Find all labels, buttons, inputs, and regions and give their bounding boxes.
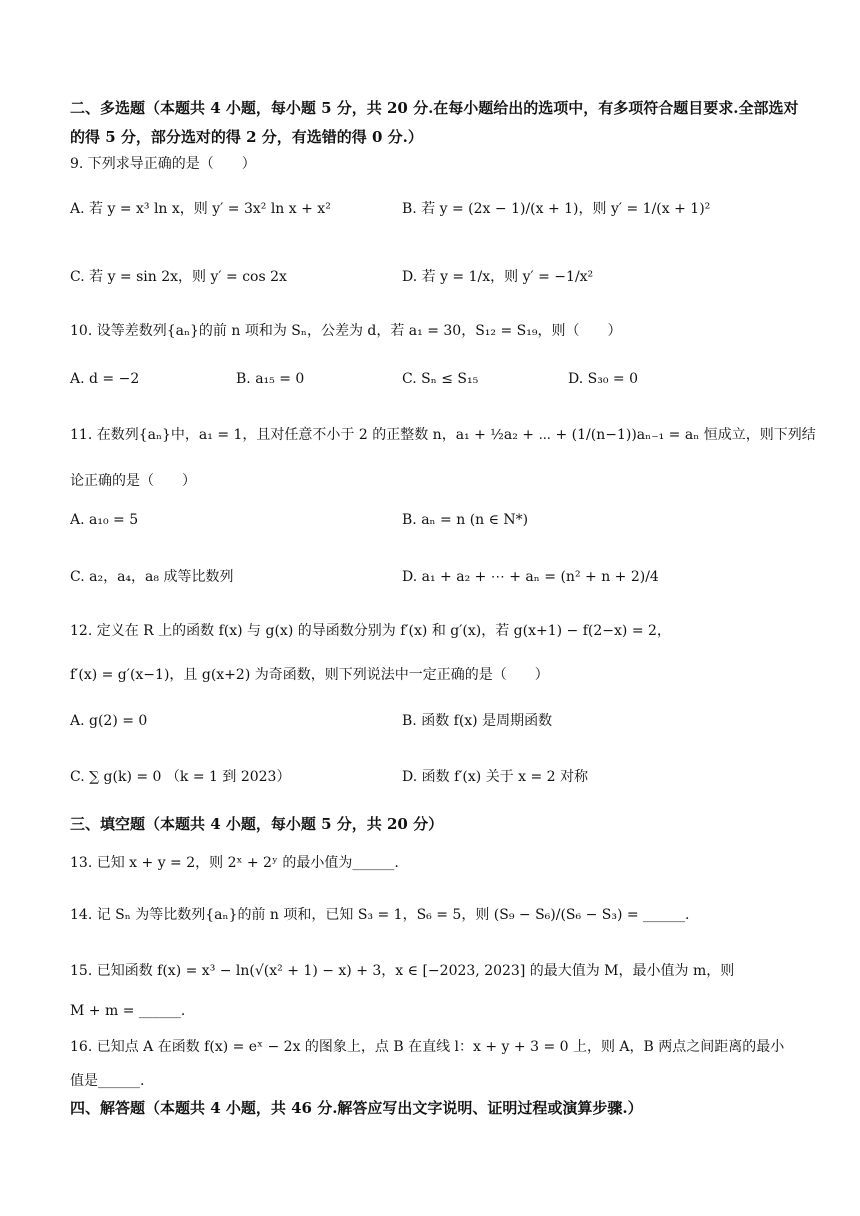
question-14-stem: 14. 记 Sₙ 为等比数列{aₙ}的前 n 项和，已知 S₃ = 1，S₆ = 5，则 (S₉ − S₆)/(S₆ − S₃) = ______. bbox=[70, 907, 690, 923]
question-11-option-c: C. a₂，a₄，a₈ 成等比数列 bbox=[70, 569, 234, 585]
question-16-stem: 16. 已知点 A 在函数 f(x) = eˣ − 2x 的图象上，点 B 在直线 l：x + y + 3 = 0 上，则 A，B 两点之间距离的最小 bbox=[70, 1039, 785, 1055]
question-9-option-b: B. 若 y = (2x − 1)/(x + 1)，则 y′ = 1/(x + 1)² bbox=[402, 201, 711, 217]
question-15-stem: 15. 已知函数 f(x) = x³ − ln(√(x² + 1) − x) + 3，x ∈ [−2023, 2023] 的最大值为 M，最小值为 m，则 bbox=[70, 963, 735, 979]
question-9-option-d: D. 若 y = 1/x，则 y′ = −1/x² bbox=[402, 269, 594, 285]
question-10-option-d: D. S₃₀ = 0 bbox=[568, 371, 638, 387]
question-11-stem: 11. 在数列{aₙ}中，a₁ = 1，且对任意不小于 2 的正整数 n，a₁ + ½a₂ + ⋯ + (1/(n−1))aₙ₋₁ = aₙ 恒成立，则下列结 bbox=[70, 427, 816, 443]
question-9-stem: 9. 下列求导正确的是（ ） bbox=[70, 156, 256, 172]
question-11-option-a: A. a₁₀ = 5 bbox=[70, 512, 139, 528]
question-10-option-b: B. a₁₅ = 0 bbox=[236, 371, 305, 387]
section-heading-multiple-choice: 二、多选题（本题共 4 小题，每小题 5 分，共 20 分.在每小题给出的选项中，有多项符合题目要求.全部选对的得 5 分，部分选对的得 2 分，有选错的得 0 分.） bbox=[70, 99, 799, 146]
question-12-option-a: A. g(2) = 0 bbox=[70, 713, 148, 729]
question-9-option-a: A. 若 y = x³ ln x，则 y′ = 3x² ln x + x² bbox=[70, 201, 331, 217]
question-11-option-d: D. a₁ + a₂ + ⋯ + aₙ = (n² + n + 2)/4 bbox=[402, 569, 659, 585]
question-12-option-b: B. 函数 f(x) 是周期函数 bbox=[402, 713, 553, 729]
question-15-stem-continued: M + m = ______. bbox=[70, 1003, 186, 1019]
section-heading-solutions: 四、解答题（本题共 4 小题，共 46 分.解答应写出文字说明、证明过程或演算步骤.） bbox=[70, 1099, 643, 1117]
question-12-option-c: C. ∑ g(k) = 0 （k = 1 到 2023） bbox=[70, 769, 291, 785]
question-10-stem: 10. 设等差数列{aₙ}的前 n 项和为 Sₙ，公差为 d，若 a₁ = 30，S₁₂ = S₁₉，则（ ） bbox=[70, 323, 622, 339]
question-11-option-b: B. aₙ = n (n ∈ N*) bbox=[402, 512, 529, 528]
question-13-stem: 13. 已知 x + y = 2，则 2ˣ + 2ʸ 的最小值为______. bbox=[70, 855, 399, 871]
question-11-stem-continued: 论正确的是（ ） bbox=[70, 473, 196, 489]
question-16-stem-continued: 值是______. bbox=[70, 1073, 145, 1089]
question-12-option-d: D. 函数 f′(x) 关于 x = 2 对称 bbox=[402, 769, 589, 785]
question-10-option-a: A. d = −2 bbox=[70, 371, 140, 387]
section-heading-fill-in: 三、填空题（本题共 4 小题，每小题 5 分，共 20 分） bbox=[70, 815, 444, 833]
question-12-stem: 12. 定义在 R 上的函数 f(x) 与 g(x) 的导函数分别为 f′(x) 和 g′(x)，若 g(x+1) − f(2−x) = 2， bbox=[70, 623, 671, 639]
question-10-option-c: C. Sₙ ≤ S₁₅ bbox=[402, 371, 479, 387]
question-9-option-c: C. 若 y = sin 2x，则 y′ = cos 2x bbox=[70, 269, 287, 285]
question-12-stem-continued: f′(x) = g′(x−1)，且 g(x+2) 为奇函数，则下列说法中一定正确的是（ ） bbox=[70, 667, 549, 683]
